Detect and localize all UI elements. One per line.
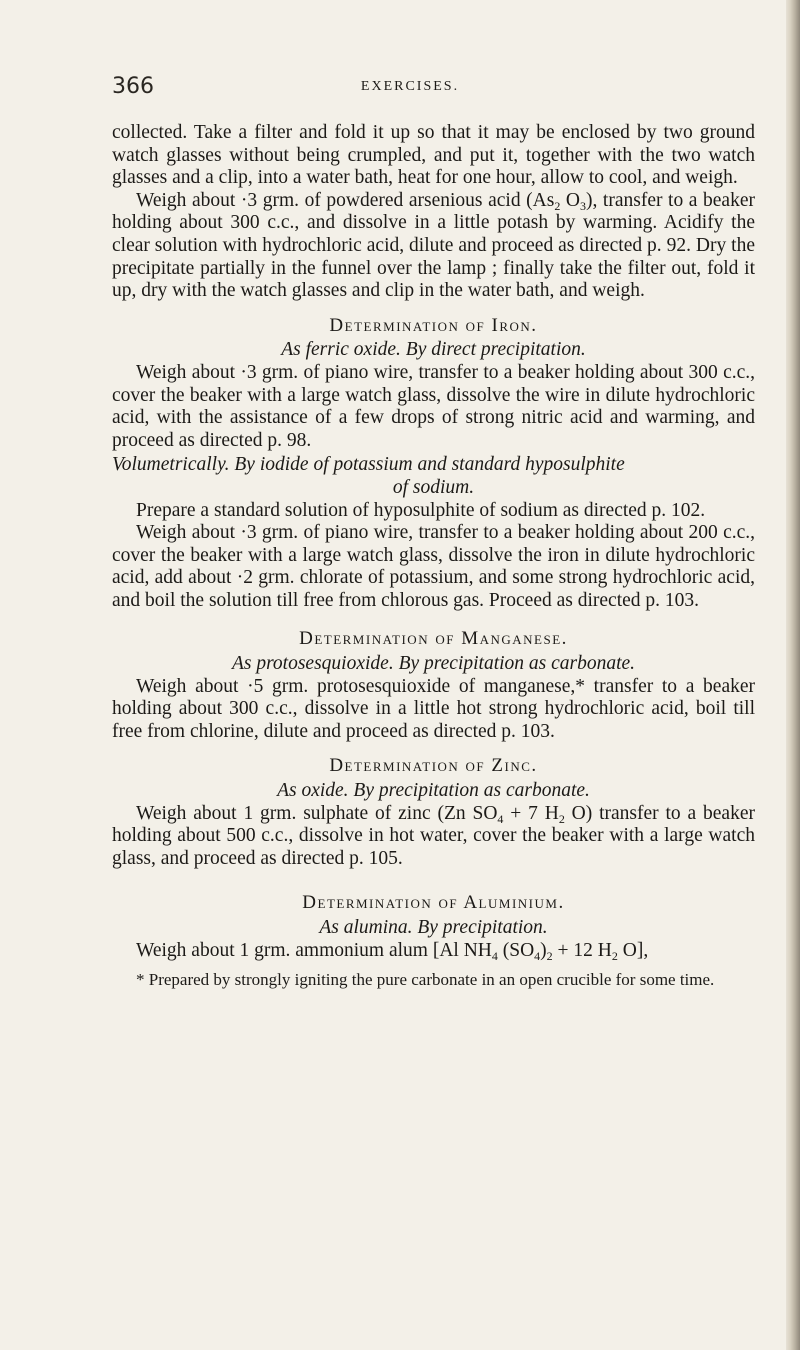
paragraph-zinc: Weigh about 1 grm. sulphate of zinc (Zn $SO_4 + 7$ $H_2$ O) transfer to a beaker holding about 500 c.c., dissolve in hot water, cover the beaker with a large watch glass, and proceed as directed p. 105. (112, 802, 755, 869)
page-number: 366 (112, 74, 154, 99)
section-heading-aluminium: Determination of Aluminium. (302, 892, 565, 914)
subheading-manganese: As protosesquioxide. By precipitation as carbonate. (231, 653, 636, 675)
paragraph-arsenious-acid: Weigh about ·3 grm. of powdered arsenious acid ($As_2$ $O_3$), transfer to a beaker holding about 300 c.c., and dissolve in a little potash by warming. Acidify the clear solution with hydrochloric acid, dilute and proceed as directed p. 92. Dry the precipitate partially in the funnel over the lamp ; finally take the filter out, fold it up, dry with the watch glasses and clip in the water bath, and weigh. (112, 189, 755, 302)
section-heading-zinc: Determination of Zinc. (329, 755, 538, 777)
subheading-iron-volumetric: Volumetrically. By iodide of potassium and standard hyposulphite (112, 454, 625, 476)
section-heading-iron: Determination of Iron. (329, 314, 538, 336)
subheading-iron: As ferric oxide. By direct precipitation. (281, 339, 586, 361)
section-heading-manganese: Determination of Manganese. (299, 628, 568, 650)
paragraph-iron-volumetric: Weigh about ·3 grm. of piano wire, transfer to a beaker holding about 200 c.c., cover the beaker with a large watch glass, dissolve the iron in dilute hydrochloric acid, add about ·2 grm. chlorate of potassium, and some strong hydrochloric acid, and boil the solution till free from chlorous gas. Proceed as directed p. 103. (112, 522, 755, 611)
page-header (0, 74, 780, 104)
footnote: * Prepared by strongly igniting the pure carbonate in an open crucible for some time. (136, 970, 715, 990)
paragraph-iron-standard: Prepare a standard solution of hyposulphite of sodium as directed p. 102. (136, 499, 706, 521)
page-body (112, 122, 755, 990)
page-edge-shadow (786, 0, 800, 1350)
paragraph-aluminium: Weigh about 1 grm. ammonium alum [Al $NH_4$ $(SO_4)_2 + 12$ $H_2$ O], (136, 939, 649, 963)
subheading-zinc: As oxide. By precipitation as carbonate. (277, 780, 590, 802)
paragraph-manganese: Weigh about ·5 grm. protosesquioxide of manganese,* transfer to a beaker holding about 300 c.c., dissolve in a little hot strong hydrochloric acid, boil till free from chlorine, dilute and proceed as directed p. 103. (112, 675, 755, 742)
subheading-aluminium: As alumina. By precipitation. (319, 917, 548, 938)
running-title: EXERCISES. (360, 79, 460, 94)
paragraph-iron-direct: Weigh about ·3 grm. of piano wire, transfer to a beaker holding about 300 c.c., cover the beaker with a large watch glass, dissolve the wire in dilute hydrochloric acid, with the assistance of a few drops of strong nitric acid and warming, and proceed as directed p. 98. (112, 361, 755, 451)
paragraph-filter: collected. Take a filter and fold it up so that it may be enclosed by two ground watch glasses without being crumpled, and put it, together with the two watch glasses and a clip, into a water bath, heat for one hour, allow to cool, and weigh. (112, 122, 755, 189)
subheading-iron-volumetric-cont: of sodium. (392, 476, 475, 498)
